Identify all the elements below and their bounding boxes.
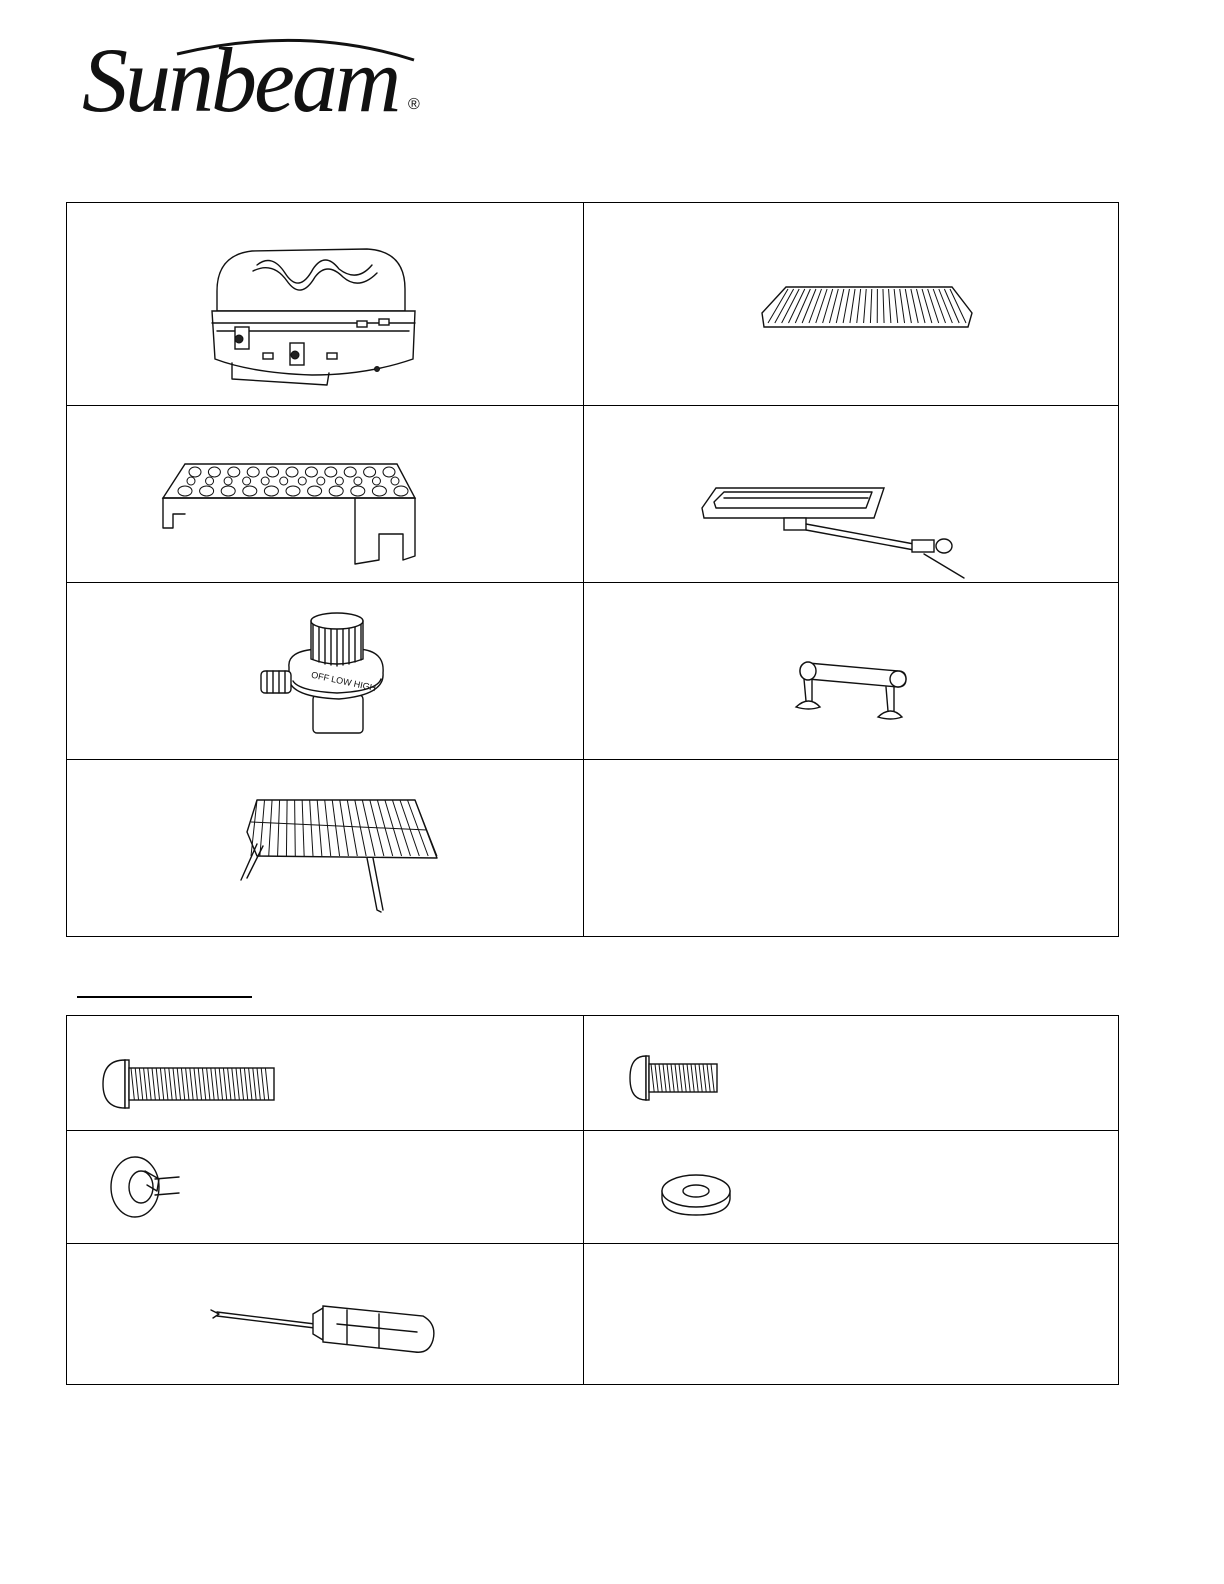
warming-rack-drawing — [67, 760, 584, 937]
parts-cell-grill-body — [67, 203, 584, 406]
lock-washer-drawing — [67, 1131, 584, 1244]
hardware-cell-long-screw — [67, 1016, 584, 1131]
parts-cell-regulator — [67, 583, 584, 760]
burner-tube-drawing — [584, 406, 1119, 583]
grill-body-drawing — [67, 203, 584, 406]
parts-cell-warming-rack — [67, 760, 584, 937]
registered-mark: ® — [408, 96, 420, 113]
regulator-control-knob-drawing — [67, 583, 584, 760]
hardware-cell-short-screw — [584, 1016, 1119, 1131]
logo-wordmark: Sunbeam — [82, 29, 399, 131]
hardware-table — [66, 1015, 1119, 1385]
parts-cell-heat-diffuser — [67, 406, 584, 583]
screwdriver-drawing — [67, 1244, 584, 1385]
handle-drawing — [584, 583, 1119, 760]
parts-cell-cooking-grate — [584, 203, 1119, 406]
hardware-cell-screwdriver — [67, 1244, 584, 1385]
long-screw-drawing — [67, 1016, 584, 1131]
regulator-knob-text: OFF LOW HIGH — [310, 669, 377, 694]
hardware-cell-flat-washer — [584, 1131, 1119, 1244]
sunbeam-logo — [82, 29, 424, 132]
parts-cell-burner — [584, 406, 1119, 583]
parts-cell-handle — [584, 583, 1119, 760]
parts-table — [66, 202, 1119, 937]
hardware-cell-lock-washer — [67, 1131, 584, 1244]
hardware-section-rule — [77, 996, 252, 998]
heat-diffuser-plate-drawing — [67, 406, 584, 583]
parts-cell-empty — [584, 760, 1119, 937]
hardware-cell-empty — [584, 1244, 1119, 1385]
flat-washer-drawing — [584, 1131, 1119, 1244]
cooking-grate-drawing — [584, 203, 1119, 406]
short-screw-drawing — [584, 1016, 1119, 1131]
